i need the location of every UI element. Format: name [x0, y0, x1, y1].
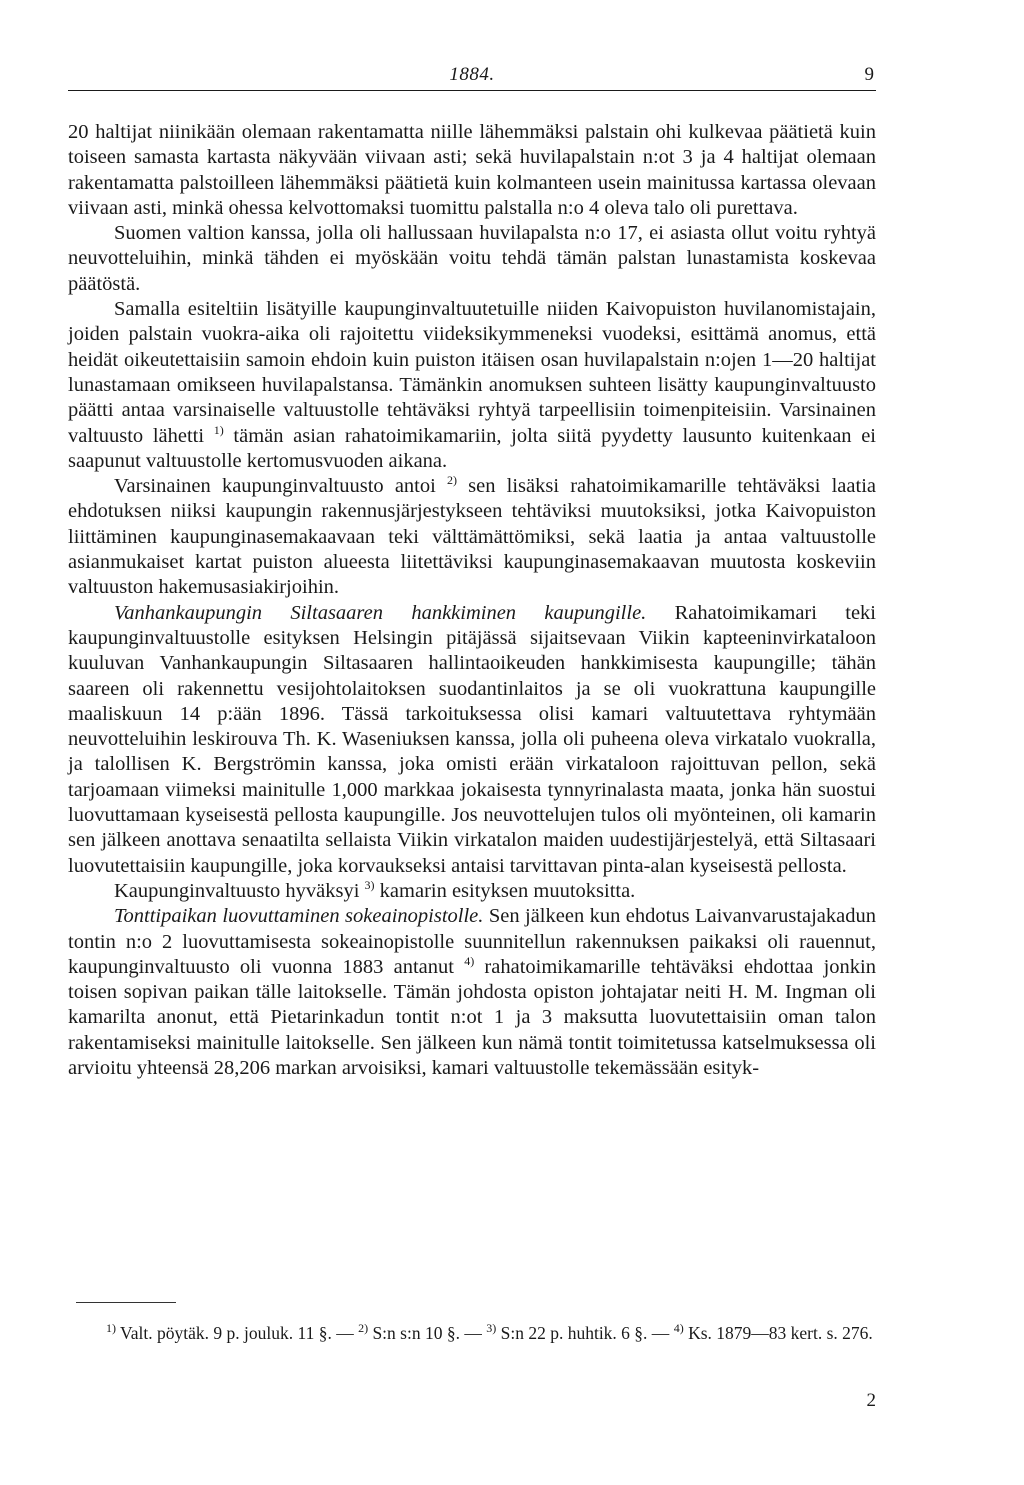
- running-header: [68, 60, 876, 91]
- footnote-reference: 4): [464, 953, 475, 968]
- footnote-reference: 2): [446, 473, 457, 488]
- text-run: tämän asian rahatoimikamariin, jolta siitä pyydetty lausunto kuitenkaan ei saapunut valtuustolle kertomusvuoden aikana.: [68, 424, 876, 472]
- text-run: kamarin esityksen muutoksitta.: [374, 879, 636, 902]
- header-year: 1884.: [449, 64, 495, 85]
- footnote-reference: 1): [106, 1321, 116, 1336]
- text-run: sen lisäksi rahatoimikamarille tehtäväksi laatia ehdotuksen niiksi kaupungin rakennusjärjestykseen tehtäviksi muutoksiksi, jotka Kaivopuiston liittäminen kaupunginasemakaavaan teki välttämättömiksi, sekä laatia ja antaa valtuustolle asianmukaiset kartat puiston alueesta liitettäviksi kaupunginasemakaavan muutosta koskeviin valtuuston hakemusasiakirjoihin.: [68, 475, 876, 599]
- footnote-reference: 3): [486, 1321, 497, 1336]
- text-run: Sen jälkeen kun ehdotus Laivanvarustajakadun tontin n:o 2 luovuttamisesta sokeainopistolle suunnitellun rakennuksen paikaksi oli rauennut, kaupunginvaltuusto oli vuonna 1883 antanut: [68, 905, 877, 978]
- footnote-paragraph: [68, 1322, 876, 1344]
- text-run: 20 haltijat niinikään olemaan rakentamatta niille lähemmäksi palstain ohi kulkevaa päätietä kuin toiseen samasta kartasta näkyvään viivaan asti; sekä huvilapalstain n:ot 3 ja 4 haltijat olemaan rakentamatta palstoilleen lähemmäksi päätietä kuin kolmanteen usein mainitussa kartassa olevaan viivaan asti, minkä ohessa kelvottomaksi tuomittu palstalla n:o 4 oleva talo oli purettava.: [68, 121, 876, 219]
- paragraph: [68, 904, 876, 1081]
- text-run: Valt. pöytäk. 9 p. jouluk. 11 §. —: [116, 1323, 359, 1343]
- footnote-reference: 3): [364, 878, 375, 893]
- footnote-reference: 2): [358, 1321, 369, 1336]
- text-run: Rahatoimikamari teki kaupunginvaltuustolle esityksen Helsingin pitäjässä sijaitsevaan Viikin kapteeninvirkataloon kuuluvan Vanhankaupungin Siltasaaren hallintaoikeuden hankkimisesta kaupungille; tähän saareen oli rakennettu vesijohtolaitoksen suodantinlaitos ja se oli vuokrattuna kaupungille maaliskuun 14 p:ään 1896. Tässä tarkoituksessa olisi kamari valtuutettava ryhtymään neuvotteluihin leskirouva Th. K. Waseniuksen kanssa, jolla oli puheena oleva virkatalo vuokralla, ja talollisen K. Bergströmin kanssa, joka omisti erään virkataloon rajoittuvan pellon, sekä tarjoamaan viimeksi mainitulle 1,000 markkaa jokaisesta tynnyrinalasta maata, jonka hän suostui luovuttamaan kyseisestä pellosta kaupungille. Jos neuvottelujen tulos oli myönteinen, oli kamarin sen jälkeen anottava senaatilta sellaista Viikin virkatalon maiden uudestijärjestelyä, että Siltasaari luovutettaisiin kaupungille, joka korvaukseksi antaisi tarvittavan pinta-alan kyseisestä pellosta.: [68, 601, 876, 877]
- paragraph: [68, 120, 876, 221]
- footnotes: [68, 1322, 876, 1344]
- page-number: 9: [864, 64, 874, 85]
- footnote-reference: 4): [673, 1321, 684, 1336]
- footnote-divider: [76, 1302, 176, 1303]
- paragraph: [68, 297, 876, 474]
- section-heading-italic: Vanhankaupungin Siltasaaren hankkiminen kaupungille.: [114, 601, 647, 624]
- text-run: S:n 22 p. huhtik. 6 §. —: [496, 1323, 674, 1343]
- text-run: S:n s:n 10 §. —: [368, 1323, 487, 1343]
- text-run: Samalla esiteltiin lisätyille kaupunginvaltuutetuille niiden Kaivopuiston huvilanomistajain, joiden palstain vuokra-aika oli rajoitettu viideksikymmeneksi vuodeksi, esittämä anomus, että heidät oikeutettaisiin samoin ehdoin kuin puiston itäisen osan huvilapalstain n:ojen 1—20 haltijat lunastamaan omikseen huvilapalstansa. Tämänkin anomuksen suhteen lisätty kaupunginvaltuusto päätti antaa varsinaiselle valtuustolle tehtäväksi ryhtyä tarpeellisiin toimenpiteisiin. Varsinainen valtuusto lähetti: [68, 298, 876, 447]
- body-text: [68, 120, 876, 1081]
- text-run: Kaupunginvaltuusto hyväksyi: [114, 879, 365, 902]
- signature-mark: 2: [866, 1390, 876, 1411]
- paragraph: [68, 601, 876, 879]
- text-run: Ks. 1879—83 kert. s. 276.: [683, 1323, 873, 1343]
- paragraph: [68, 221, 876, 297]
- section-heading-italic: Tonttipaikan luovuttaminen sokeainopistolle.: [114, 905, 484, 928]
- paragraph: [68, 474, 876, 600]
- text-run: Varsinainen kaupunginvaltuusto antoi: [114, 475, 447, 498]
- text-run: rahatoimikamarille tehtäväksi ehdottaa jonkin toisen sopivan paikan tälle laitokselle. Tämän johdosta opiston johtajatar neiti H. M. Ingman oli kamarilta anonut, että Pietarinkadun tontit n:ot 1 ja 3 maksutta luovutettaisiin oman talon rakentamiseksi mainitulle laitokselle. Sen jälkeen kun nämä tontit toimitetussa katselmuksessa oli arvioitu yhteensä 28,206 markan arvoisiksi, kamari valtuustolle tekemässään esityk-: [68, 955, 876, 1079]
- text-run: Suomen valtion kanssa, jolla oli hallussaan huvilapalsta n:o 17, ei asiasta ollut voitu ryhtyä neuvotteluihin, minkä tähden ei myöskään voitu tehdä tämän palstan lunastamista koskevaa päätöstä.: [68, 222, 876, 295]
- footnote-reference: 1): [213, 422, 224, 437]
- paragraph: [68, 879, 876, 904]
